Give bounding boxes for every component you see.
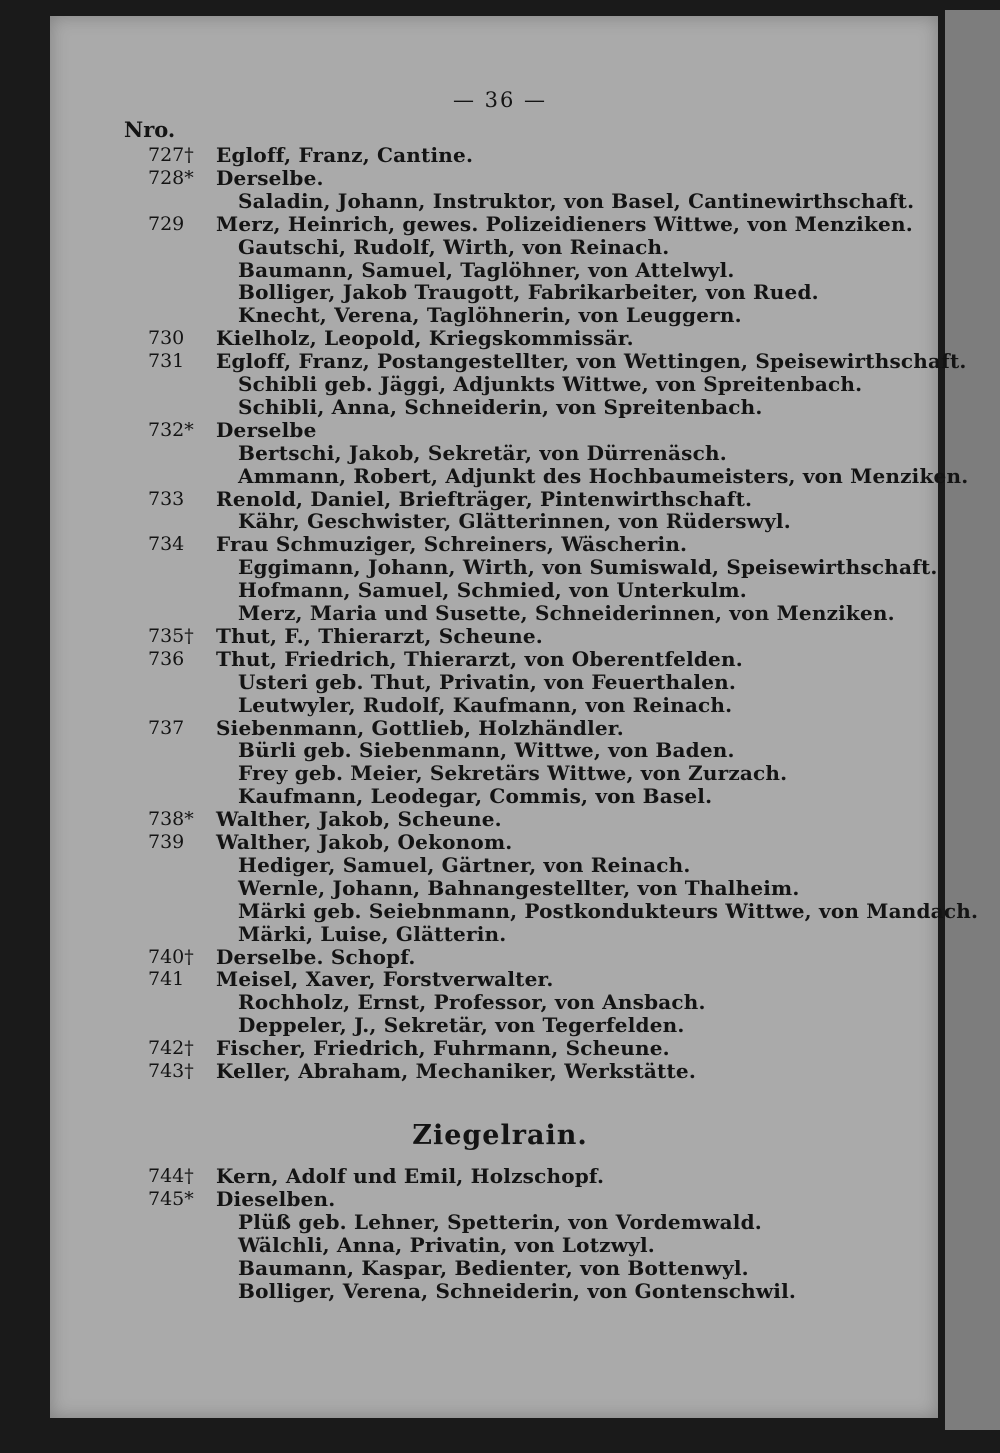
entry-text: Merz, Maria und Susette, Schneiderinnen, von Menziken. bbox=[238, 601, 895, 625]
entry-text: Walther, Jakob, Scheune. bbox=[216, 807, 502, 832]
list-item bbox=[0, 488, 1000, 511]
entry-text: Kielholz, Leopold, Kriegskommissär. bbox=[216, 326, 634, 351]
list-item bbox=[0, 739, 1000, 762]
list-item bbox=[0, 442, 1000, 465]
entry-number: 728* bbox=[148, 166, 194, 189]
entry-text: Eggimann, Johann, Wirth, von Sumiswald, Speisewirthschaft. bbox=[238, 555, 938, 580]
entry-text: Baumann, Samuel, Taglöhner, von Attelwyl. bbox=[238, 257, 735, 282]
list-item bbox=[0, 923, 1000, 946]
list-item bbox=[0, 419, 1000, 442]
list-item bbox=[0, 396, 1000, 419]
list-item bbox=[0, 625, 1000, 648]
entry-text: Derselbe. Schopf. bbox=[216, 944, 416, 969]
list-item bbox=[0, 304, 1000, 327]
entry-text: Thut, Friedrich, Thierarzt, von Oberentfelden. bbox=[216, 646, 743, 671]
entry-text: Usteri geb. Thut, Privatin, von Feuerthalen. bbox=[238, 669, 737, 694]
list-item bbox=[0, 1060, 1000, 1083]
list-item bbox=[0, 1188, 1000, 1211]
list-item bbox=[0, 1211, 1000, 1234]
entry-number: 734 bbox=[148, 533, 185, 556]
entry-number: 729 bbox=[148, 212, 185, 235]
entry-text: Märki, Luise, Glätterin. bbox=[238, 921, 507, 946]
entry-text: Walther, Jakob, Oekonom. bbox=[216, 830, 513, 854]
entry-text: Deppeler, J., Sekretär, von Tegerfelden. bbox=[238, 1013, 685, 1038]
entry-number: 733 bbox=[148, 487, 185, 510]
entry-text: Fischer, Friedrich, Fuhrmann, Scheune. bbox=[216, 1036, 670, 1061]
entry-number: 739 bbox=[148, 831, 185, 853]
entry-number: 740† bbox=[148, 945, 194, 968]
list-item bbox=[0, 785, 1000, 808]
entry-text: Wernle, Johann, Bahnangestellter, von Thalheim. bbox=[238, 875, 800, 900]
entry-text: Kaufmann, Leodegar, Commis, von Basel. bbox=[238, 784, 713, 809]
list-item bbox=[0, 259, 1000, 282]
list-item bbox=[0, 602, 1000, 625]
list-item bbox=[0, 1280, 1000, 1303]
list-item bbox=[0, 373, 1000, 396]
column-header-nro: Nro. bbox=[124, 117, 176, 142]
entry-text: Baumann, Kaspar, Bedienter, von Bottenwyl. bbox=[238, 1255, 749, 1280]
entry-text: Bolliger, Verena, Schneiderin, von Gontenschwil. bbox=[238, 1278, 797, 1303]
entry-number: 743† bbox=[148, 1060, 194, 1082]
section-heading: Ziegelrain. bbox=[412, 1120, 588, 1151]
list-item bbox=[0, 1257, 1000, 1280]
list-item bbox=[0, 1037, 1000, 1060]
entry-number: 742† bbox=[148, 1037, 194, 1060]
entry-text: Bürli geb. Siebenmann, Wittwe, von Baden. bbox=[238, 738, 735, 763]
entry-text: Kähr, Geschwister, Glätterinnen, von Rüderswyl. bbox=[238, 509, 791, 534]
entry-text: Schibli, Anna, Schneiderin, von Spreitenbach. bbox=[238, 394, 763, 419]
entry-text: Meisel, Xaver, Forstverwalter. bbox=[216, 967, 554, 992]
list-item bbox=[0, 144, 1000, 167]
entry-text: Hediger, Samuel, Gärtner, von Reinach. bbox=[238, 852, 691, 877]
entry-number: 737 bbox=[148, 716, 185, 739]
list-item bbox=[0, 190, 1000, 213]
entry-text: Frau Schmuziger, Schreiners, Wäscherin. bbox=[216, 532, 688, 557]
list-item bbox=[0, 1165, 1000, 1188]
list-item bbox=[0, 854, 1000, 877]
list-item bbox=[0, 1234, 1000, 1257]
entry-text: Derselbe. bbox=[216, 165, 324, 190]
entry-text: Hofmann, Samuel, Schmied, von Unterkulm. bbox=[238, 578, 747, 603]
list-item bbox=[0, 762, 1000, 785]
entry-text: Wälchli, Anna, Privatin, von Lotzwyl. bbox=[238, 1232, 655, 1257]
entry-number: 745* bbox=[148, 1187, 194, 1210]
entry-text: Kern, Adolf und Emil, Holzschopf. bbox=[216, 1164, 605, 1188]
entry-text: Derselbe bbox=[216, 417, 317, 442]
entry-text: Egloff, Franz, Cantine. bbox=[216, 143, 474, 167]
list-item bbox=[0, 991, 1000, 1014]
list-item bbox=[0, 465, 1000, 488]
list-item bbox=[0, 831, 1000, 854]
entry-number: 732* bbox=[148, 418, 194, 441]
list-item bbox=[0, 350, 1000, 373]
list-item bbox=[0, 900, 1000, 923]
list-item bbox=[0, 1014, 1000, 1037]
entry-text: Rochholz, Ernst, Professor, von Ansbach. bbox=[238, 990, 706, 1015]
list-item bbox=[0, 167, 1000, 190]
list-item bbox=[0, 579, 1000, 602]
entry-text: Saladin, Johann, Instruktor, von Basel, Cantinewirthschaft. bbox=[238, 188, 915, 213]
entry-text: Egloff, Franz, Postangestellter, von Wettingen, Speisewirthschaft. bbox=[216, 349, 967, 374]
entry-text: Leutwyler, Rudolf, Kaufmann, von Reinach. bbox=[238, 692, 733, 717]
entry-text: Dieselben. bbox=[216, 1186, 336, 1211]
list-item bbox=[0, 877, 1000, 900]
entry-text: Bolliger, Jakob Traugott, Fabrikarbeiter, von Rued. bbox=[238, 280, 819, 305]
entry-text: Ammann, Robert, Adjunkt des Hochbaumeisters, von Menziken. bbox=[238, 463, 969, 488]
list-item bbox=[0, 556, 1000, 579]
list-item bbox=[0, 968, 1000, 991]
list-item bbox=[0, 648, 1000, 671]
entry-number: 736 bbox=[148, 647, 185, 670]
list-item bbox=[0, 946, 1000, 969]
list-item bbox=[0, 236, 1000, 259]
entry-number: 741 bbox=[148, 968, 185, 991]
entry-number: 727† bbox=[148, 144, 194, 166]
entry-text: Frey geb. Meier, Sekretärs Wittwe, von Zurzach. bbox=[238, 761, 788, 786]
entry-number: 738* bbox=[148, 808, 194, 831]
list-item bbox=[0, 533, 1000, 556]
entry-text: Keller, Abraham, Mechaniker, Werkstätte. bbox=[216, 1059, 697, 1083]
entry-text: Plüß geb. Lehner, Spetterin, von Vordemwald. bbox=[238, 1209, 762, 1234]
entry-text: Knecht, Verena, Taglöhnerin, von Leuggern. bbox=[238, 303, 742, 328]
list-item bbox=[0, 510, 1000, 533]
entry-text: Siebenmann, Gottlieb, Holzhändler. bbox=[216, 715, 624, 740]
entry-text: Bertschi, Jakob, Sekretär, von Dürrenäsch. bbox=[238, 440, 727, 465]
entry-text: Thut, F., Thierarzt, Scheune. bbox=[216, 623, 543, 648]
list-item bbox=[0, 281, 1000, 304]
list-item bbox=[0, 808, 1000, 831]
entry-text: Märki geb. Seiebnmann, Postkondukteurs Wittwe, von Mandach. bbox=[238, 898, 979, 923]
page-number: — 36 — bbox=[452, 88, 548, 112]
list-item bbox=[0, 671, 1000, 694]
entry-text: Merz, Heinrich, gewes. Polizeidieners Wittwe, von Menziken. bbox=[216, 211, 913, 236]
entry-number: 730 bbox=[148, 327, 185, 350]
entry-number: 744† bbox=[148, 1165, 194, 1187]
entry-number: 731 bbox=[148, 350, 185, 373]
list-item bbox=[0, 717, 1000, 740]
entry-text: Gautschi, Rudolf, Wirth, von Reinach. bbox=[238, 234, 670, 259]
entry-number: 735† bbox=[148, 624, 194, 647]
list-item bbox=[0, 213, 1000, 236]
list-item bbox=[0, 694, 1000, 717]
entry-text: Schibli geb. Jäggi, Adjunkts Wittwe, von Spreitenbach. bbox=[238, 372, 863, 396]
list-item bbox=[0, 327, 1000, 350]
entry-text: Renold, Daniel, Briefträger, Pintenwirthschaft. bbox=[216, 486, 753, 511]
